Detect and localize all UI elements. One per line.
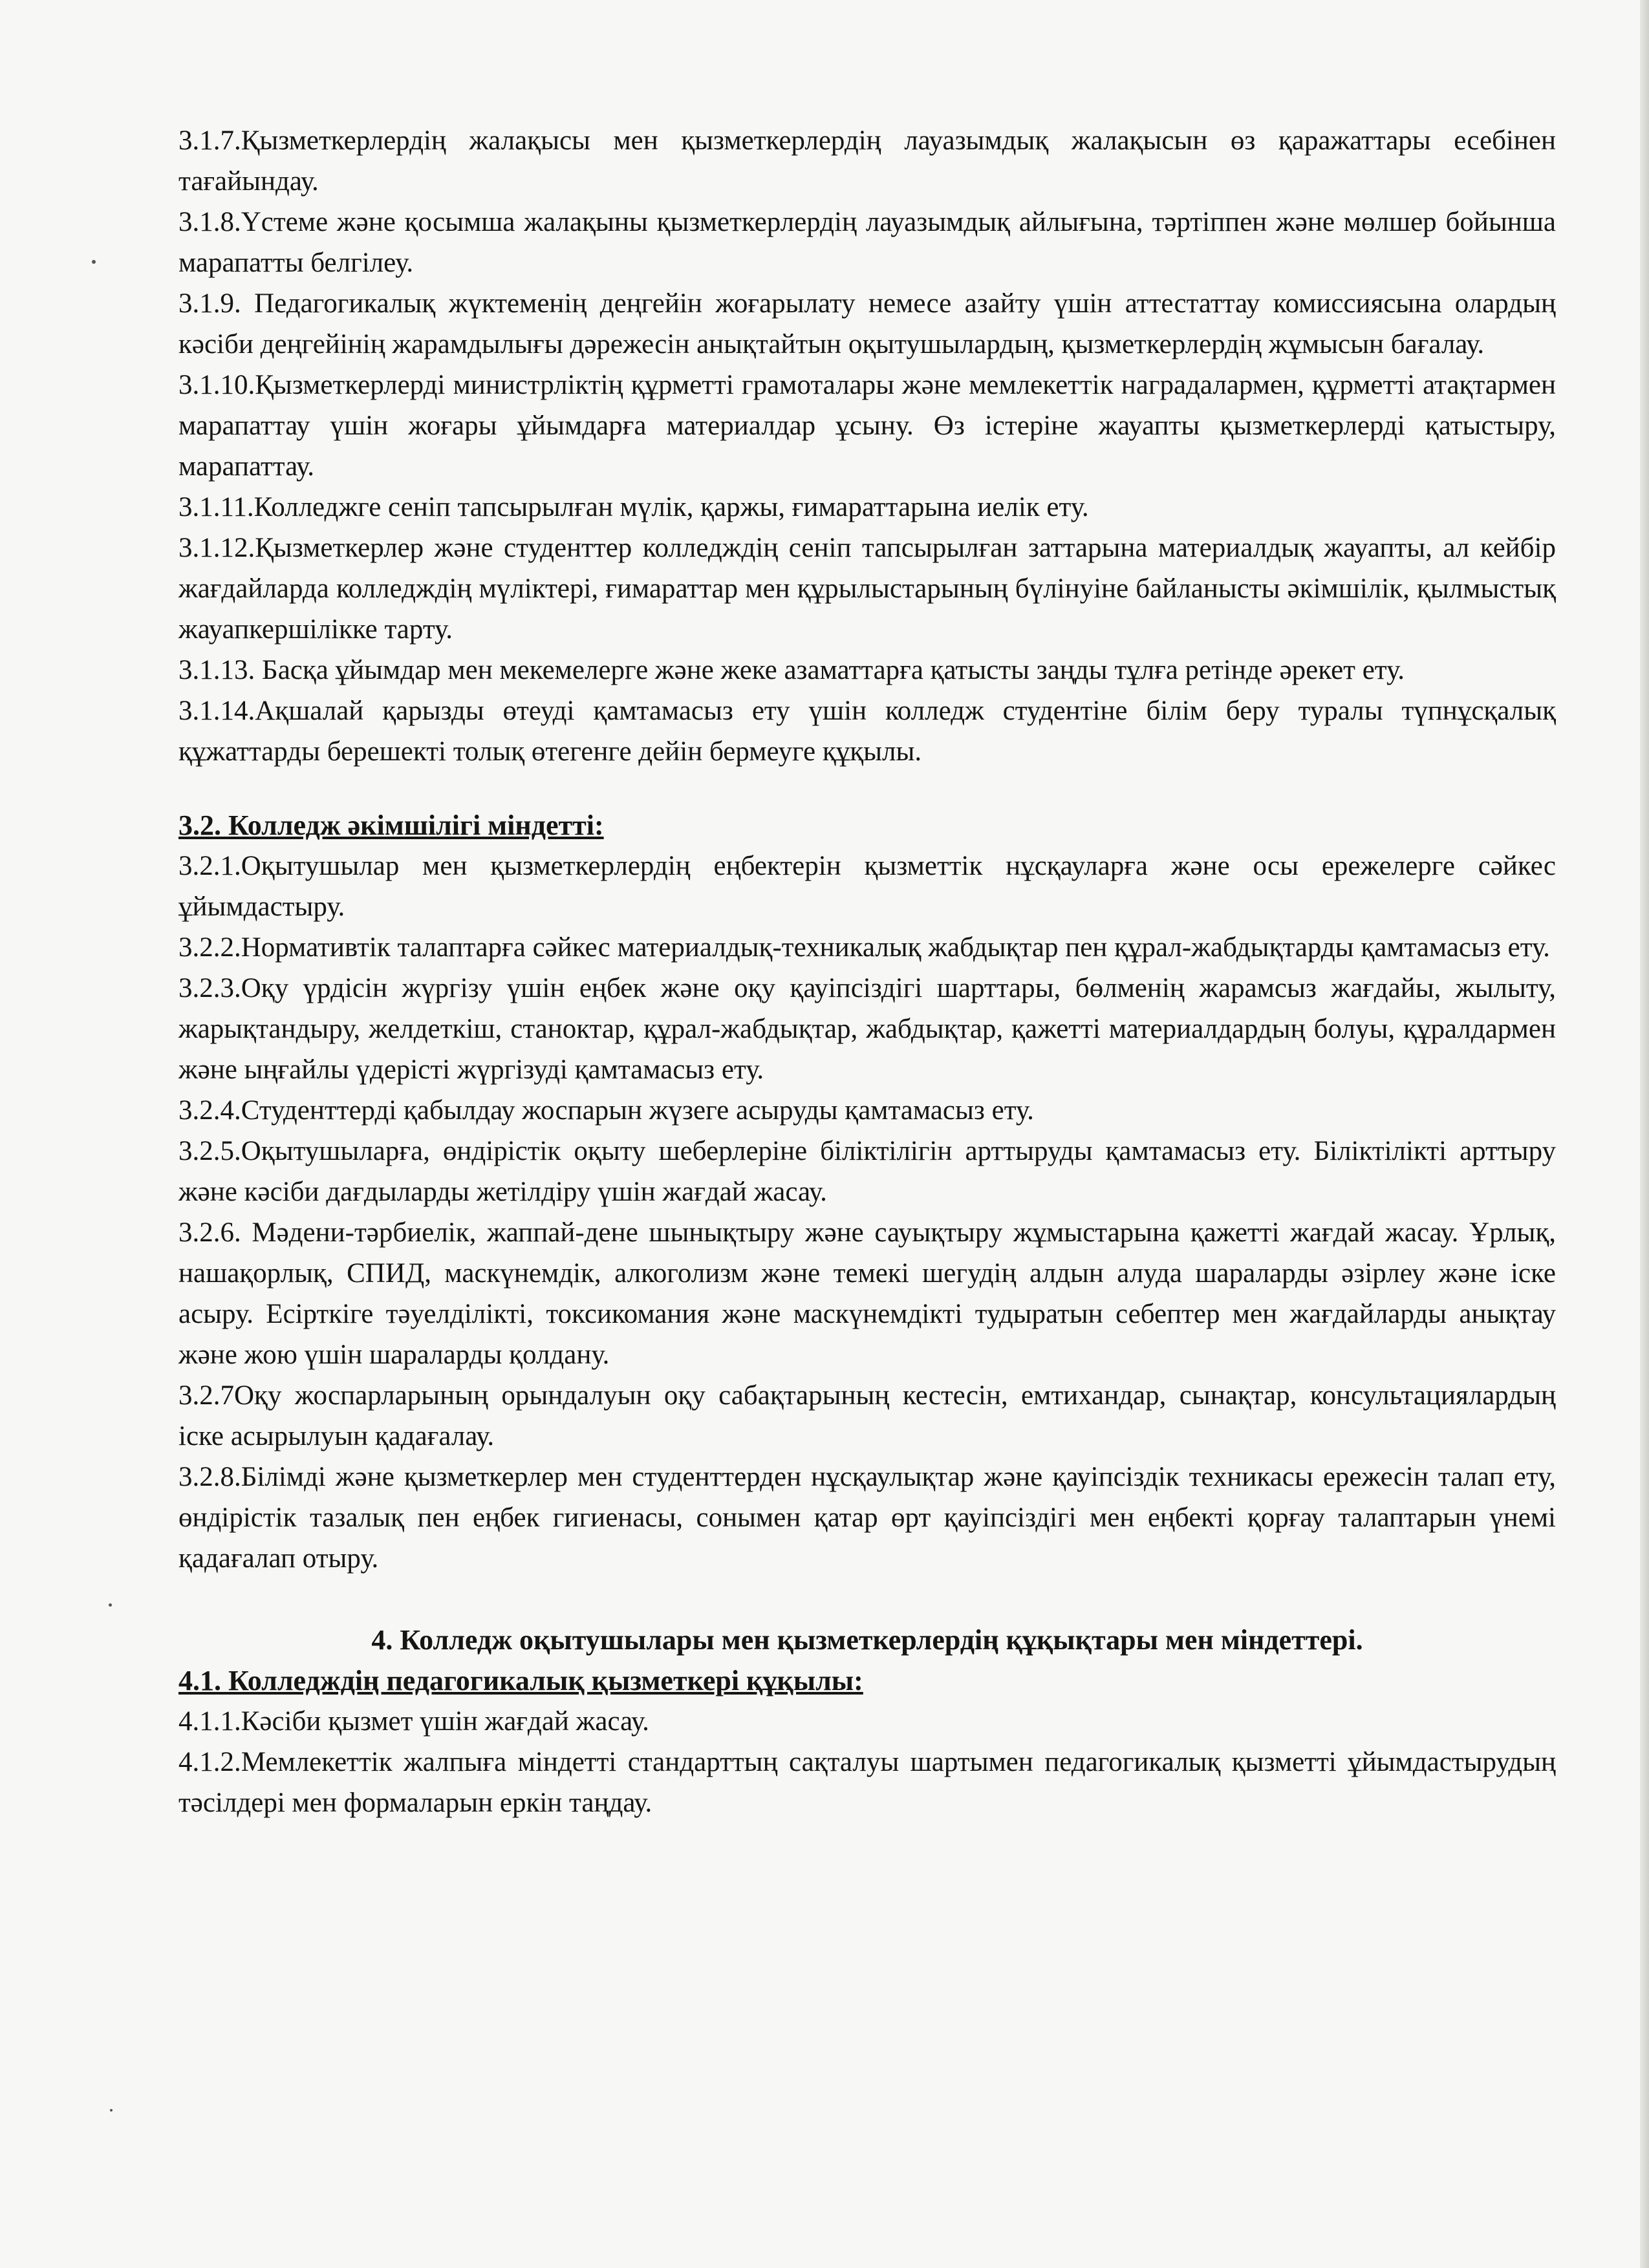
scan-page-edge (1640, 0, 1649, 2268)
paragraph-3-2-4: 3.2.4.Студенттерді қабылдау жоспарын жүзеге асыруды қамтамасыз ету. (178, 1095, 1034, 1126)
paragraph-3-1-11: 3.1.11.Колледжге сеніп тапсырылған мүлік, қаржы, ғимараттарына иелік ету. (178, 492, 1089, 522)
spacer (178, 1579, 1556, 1620)
paragraph-4-1-1: 4.1.1.Кәсіби қызмет үшін жағдай жасау. (178, 1706, 649, 1737)
paragraph-4-1-2: 4.1.2.Мемлекеттік жалпыға міндетті стандарттың сақталуы шартымен педагогикалық қызметті ұйымдастырудың тәсілдері мен формаларын еркін таңдау. (178, 1747, 1556, 1818)
paragraph-3-1-10: 3.1.10.Қызметкерлерді министрліктің құрметті грамоталары және мемлекеттік наградалармен, құрметті атақтармен марапаттау үшін жоғары ұйымдарға материалдар ұсыну. Өз істеріне жауапты қызметкерлерді қатыстыру, марапаттау. (178, 370, 1556, 482)
paragraph-3-2-1: 3.2.1.Оқытушылар мен қызметкерлердің еңбектерін қызметтік нұсқауларға және осы ережелерге сәйкес ұйымдастыру. (178, 851, 1556, 922)
section-4-1-heading: 4.1. Колледждің педагогикалық қызметкері құқылы: (178, 1665, 863, 1696)
paragraph-3-1-9: 3.1.9. Педагогикалық жүктеменің деңгейін жоғарылату немесе азайту үшін аттестаттау комиссиясына олардың кәсіби деңгейінің жарамдылығы дәрежесін анықтайтын оқытушылардың, қызметкерлердің жұмысын бағалау. (178, 288, 1556, 359)
paragraph-3-1-12: 3.1.12.Қызметкерлер және студенттер колледждің сеніп тапсырылған заттарына материалдық жауапты, ал кейбір жағдайларда колледждің мүліктері, ғимараттар мен құрылыстарының бүлінуіне байланысты әкімшілік, қылмыстық жауапкершілікке тарту. (178, 533, 1556, 645)
paragraph-3-1-13: 3.1.13. Басқа ұйымдар мен мекемелерге және жеке азаматтарға қатысты заңды тұлға ретінде әрекет ету. (178, 655, 1405, 685)
scan-speck (92, 260, 96, 264)
paragraph-3-1-8: 3.1.8.Үстеме және қосымша жалақыны қызметкерлердің лауазымдық айлығына, тәртіппен және мөлшер бойынша марапатты белгілеу. (178, 207, 1556, 278)
paragraph-3-2-5: 3.2.5.Оқытушыларға, өндірістік оқыту шеберлеріне біліктілігін арттыруды қамтамасыз ету. Біліктілікті арттыру және кәсіби дағдыларды жетілдіру үшін жағдай жасау. (178, 1136, 1556, 1207)
chapter-4-heading: 4. Колледж оқытушылары мен қызметкерлердің құқықтары мен міндеттері. (371, 1624, 1363, 1656)
paragraph-3-2-7: 3.2.7Оқу жоспарларының орындалуын оқу сабақтарының кестесін, емтихандар, сынақтар, консультациялардың іске асырылуын қадағалау. (178, 1380, 1556, 1451)
paragraph-3-2-3: 3.2.3.Оқу үрдісін жүргізу үшін еңбек және оқу қауіпсіздігі шарттары, бөлменің жарамсыз жағдайы, жылыту, жарықтандыру, желдеткіш, станоктар, құрал-жабдықтар, жабдықтар, қажетті материалдардың болуы, құралдармен және ыңғайлы үдерісті жүргізуді қамтамасыз ету. (178, 973, 1556, 1085)
document-body (178, 120, 1556, 1823)
paragraph-3-2-2: 3.2.2.Нормативтік талаптарға сәйкес материалдық-техникалық жабдықтар пен құрал-жабдықтарды қамтамасыз ету. (178, 932, 1550, 963)
scan-speck (110, 2109, 113, 2112)
section-3-2-heading: 3.2. Колледж әкімшілігі міндетті: (178, 809, 604, 841)
paragraph-3-2-8: 3.2.8.Білімді және қызметкерлер мен студенттерден нұсқаулықтар және қауіпсіздік техникасы ережесін талап ету, өндірістік тазалық пен еңбек гигиенасы, сонымен қатар өрт қауіпсіздігі мен еңбекті қорғау талаптарын үнемі қадағалап отыру. (178, 1462, 1556, 1574)
paragraph-3-1-14: 3.1.14.Ақшалай қарызды өтеуді қамтамасыз ету үшін колледж студентіне білім беру туралы түпнұсқалық құжаттарды берешекті толық өтегенге дейін бермеуге құқылы. (178, 696, 1556, 767)
paragraph-3-2-6: 3.2.6. Мәдени-тәрбиелік, жаппай-дене шынықтыру және сауықтыру жұмыстарына қажетті жағдай жасау. Ұрлық, нашақорлық, СПИД, маскүнемдік, алкоголизм және темекі шегудің алдын алуда шараларды әзірлеу және іске асыру. Есірткіге тәуелділікті, токсикомания және маскүнемдікті тудыратын себептер мен жағдайларды анықтау және жою үшін шараларды қолдану. (178, 1217, 1556, 1370)
paragraph-3-1-7: 3.1.7.Қызметкерлердің жалақысы мен қызметкерлердің лауазымдық жалақысын өз қаражаттары есебінен тағайындау. (178, 125, 1556, 197)
spacer (178, 772, 1556, 805)
scan-speck (109, 1603, 112, 1607)
